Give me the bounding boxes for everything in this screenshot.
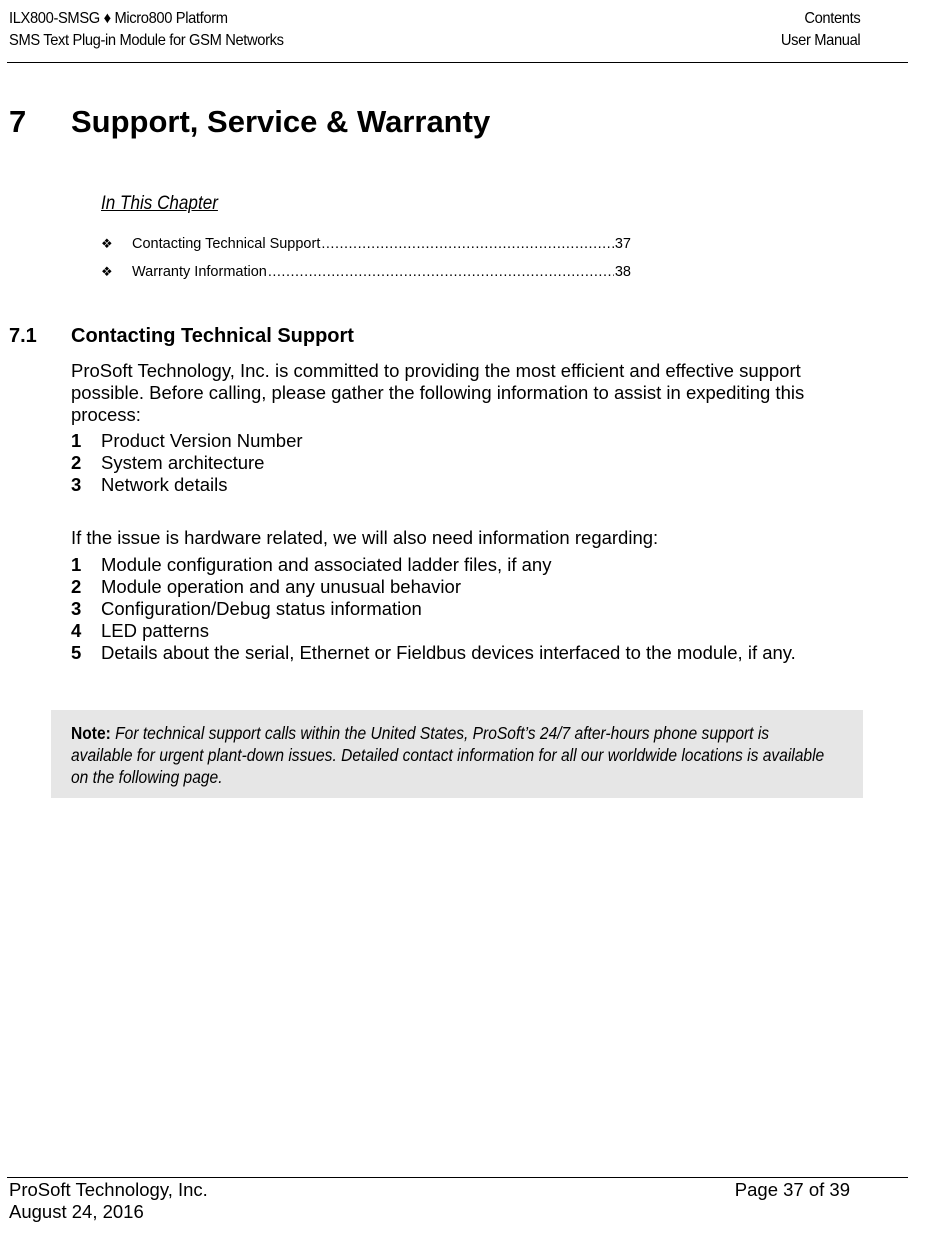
list-item [71,642,851,664]
in-this-chapter-heading: In This Chapter [101,193,218,214]
section-intro-paragraph: ProSoft Technology, Inc. is committed to providing the most efficient and effective support possible. Before calling, please gather the following information to assist in expediting this process: [71,360,805,425]
chapter-number: 7 [9,104,27,139]
header-right [781,8,860,52]
footer-left [9,1179,208,1223]
header-doc-type: User Manual [780,32,860,49]
note-text: For technical support calls within the United States, ProSoft’s 24/7 after-hours phone support is available for urgent plant-down issues. Detailed contact information for all our worldwide locations is available on the following page. [71,723,825,787]
chapter-title: Support, Service & Warranty [71,104,491,139]
list-item-number: 4 [71,620,82,641]
footer-date: August 24, 2016 [9,1201,144,1222]
note-content [71,722,828,788]
toc-entry-label[interactable]: Contacting Technical Support [132,236,321,252]
list-item-number: 3 [71,474,82,495]
info-checklist [71,430,851,496]
list-item [71,620,851,642]
toc-leader-dots [321,236,614,252]
hardware-intro-paragraph: If the issue is hardware related, we will also need information regarding: [71,527,659,548]
list-item-number: 3 [71,598,82,619]
list-item [71,430,851,452]
list-item-number: 1 [71,430,82,451]
list-item-text: Details about the serial, Ethernet or Fieldbus devices interfaced to the module, if any. [101,642,796,663]
list-item-text: Configuration/Debug status information [101,598,422,619]
hardware-checklist [71,554,851,664]
header-section-name: Contents [804,10,860,27]
diamond-bullet-icon: ❖ [101,236,113,251]
list-item-text: LED patterns [101,620,209,641]
list-item [71,598,851,620]
footer-page-number: Page 37 of 39 [734,1179,850,1200]
header-rule [7,62,908,63]
footer-rule [7,1177,908,1178]
section-number: 7.1 [9,325,37,347]
header-module-name: SMS Text Plug-in Module for GSM Networks [9,32,284,49]
list-item-number: 1 [71,554,82,575]
toc-leader-dots [268,264,614,280]
section-title: Contacting Technical Support [71,325,354,347]
list-item-number: 5 [71,642,82,663]
list-item-text: Module operation and any unusual behavior [101,576,461,597]
note-label: Note: [71,723,111,743]
footer-company: ProSoft Technology, Inc. [9,1179,208,1200]
list-item-number: 2 [71,452,82,473]
header-product-line: ILX800-SMSG ♦ Micro800 Platform [9,10,228,27]
list-item [71,474,851,496]
toc-entry-page[interactable]: 38 [614,264,631,280]
list-item-text: Network details [101,474,228,495]
list-item [71,554,851,576]
toc-entry-page[interactable]: 37 [614,236,631,252]
list-item [71,452,851,474]
diamond-bullet-icon: ❖ [101,264,113,279]
header-left [9,8,284,52]
toc-entry[interactable] [101,264,631,280]
toc-entry-label[interactable]: Warranty Information [132,264,267,280]
list-item-text: Module configuration and associated ladder files, if any [101,554,552,575]
list-item [71,576,851,598]
list-item-text: Product Version Number [101,430,303,451]
list-item-text: System architecture [101,452,265,473]
toc-entry[interactable] [101,236,631,252]
list-item-number: 2 [71,576,82,597]
note-box [51,710,863,798]
